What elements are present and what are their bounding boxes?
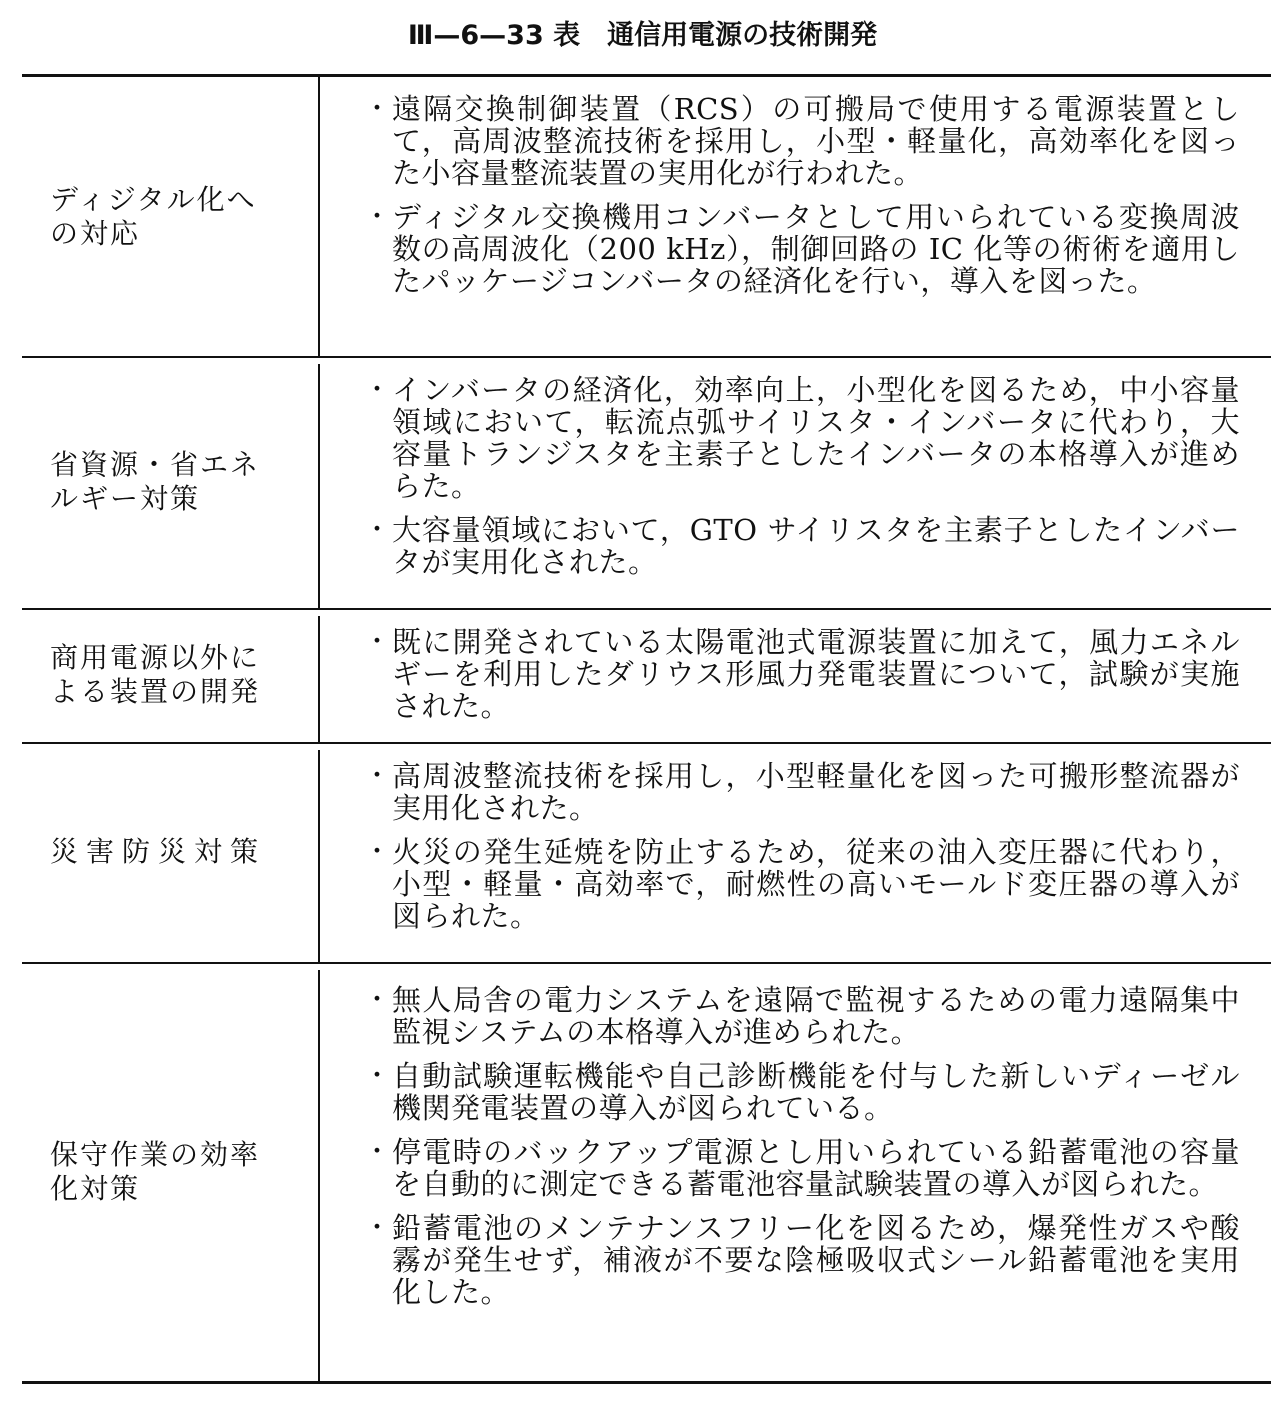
- item-text: 大容量領域において，GTO サイリスタを主素子としたインバータが実用化された。: [392, 513, 1240, 579]
- column-divider: [318, 77, 320, 356]
- bullet-dot-icon: ・: [364, 837, 391, 867]
- bullet-dot-icon: ・: [364, 761, 391, 791]
- list-item: [362, 760, 1240, 824]
- description-cell: [362, 93, 1240, 309]
- category-label: ディジタル化へ の対応: [50, 182, 257, 250]
- category-label: 商用電源以外に よる装置の開発: [50, 641, 261, 708]
- item-text: 無人局舎の電力システムを遠隔で監視するための電力遠隔集中監視システムの本格導入が進められた。: [392, 983, 1240, 1049]
- column-divider: [318, 364, 320, 608]
- list-item: [362, 1060, 1240, 1124]
- category-label: 省資源・省エネ ルギー対策: [50, 448, 261, 515]
- list-item: [362, 93, 1240, 189]
- table-row-digital: [22, 77, 1271, 356]
- category-label: 災害防災対策: [50, 835, 267, 868]
- category-cell: [50, 742, 300, 962]
- item-text: 既に開発されている太陽電池式電源装置に加えて，風力エネルギーを利用したダリウス形風力発電装置について，試験が実施された。: [392, 625, 1240, 723]
- item-text: 鉛蓄電池のメンテナンスフリー化を図るため，爆発性ガスや酸霧が発生せず，補液が不要な陰極吸収式シール鉛蓄電池を実用化した。: [392, 1211, 1240, 1309]
- list-item: [362, 984, 1240, 1048]
- item-text: ディジタル交換機用コンバータとして用いられている変換周波数の高周波化（200 kHz），制御回路の IC 化等の術術を適用したパッケージコンバータの経済化を行い，導入を図った。: [392, 200, 1240, 298]
- list-item: [362, 514, 1240, 578]
- list-item: [362, 374, 1240, 502]
- item-text: 火災の発生延焼を防止するため，従来の油入変圧器に代わり，小型・軽量・高効率で，耐燃性の高いモールド変圧器の導入が図られた。: [392, 835, 1240, 933]
- table-row-maintenance: [22, 962, 1271, 1381]
- description-cell: [362, 626, 1240, 734]
- category-cell: [50, 356, 300, 608]
- bullet-dot-icon: ・: [364, 1213, 391, 1243]
- bullet-dot-icon: ・: [364, 202, 391, 232]
- category-cell: [50, 962, 300, 1381]
- category-label: 保守作業の効率 化対策: [50, 1137, 261, 1205]
- table-row-disaster: [22, 742, 1271, 962]
- description-cell: [362, 760, 1240, 944]
- column-divider: [318, 970, 320, 1381]
- bullet-dot-icon: ・: [364, 375, 391, 405]
- column-divider: [318, 750, 320, 962]
- bullet-dot-icon: ・: [364, 1137, 391, 1167]
- bullet-dot-icon: ・: [364, 985, 391, 1015]
- list-item: [362, 1136, 1240, 1200]
- table-bottom-rule: [22, 1381, 1271, 1384]
- bullet-dot-icon: ・: [364, 515, 391, 545]
- category-cell: [50, 608, 300, 742]
- bullet-dot-icon: ・: [364, 1061, 391, 1091]
- item-text: 自動試験運転機能や自己診断機能を付与した新しいディーゼル機関発電装置の導入が図られている。: [392, 1059, 1240, 1125]
- bullet-dot-icon: ・: [364, 94, 391, 124]
- description-cell: [362, 984, 1240, 1320]
- list-item: [362, 1212, 1240, 1308]
- description-cell: [362, 374, 1240, 590]
- list-item: [362, 626, 1240, 722]
- item-text: 遠隔交換制御装置（RCS）の可搬局で使用する電源装置として，高周波整流技術を採用し，小型・軽量化，高効率化を図った小容量整流装置の実用化が行われた。: [392, 92, 1240, 190]
- table-row-energy: [22, 356, 1271, 608]
- item-text: 高周波整流技術を採用し，小型軽量化を図った可搬形整流器が実用化された。: [392, 759, 1240, 825]
- item-text: 停電時のバックアップ電源とし用いられている鉛蓄電池の容量を自動的に測定できる蓄電池容量試験装置の導入が図られた。: [392, 1135, 1240, 1201]
- table-row-alt-power: [22, 608, 1271, 742]
- category-cell: [50, 77, 300, 356]
- list-item: [362, 201, 1240, 297]
- list-item: [362, 836, 1240, 932]
- item-text: インバータの経済化，効率向上，小型化を図るため，中小容量領域において，転流点弧サイリスタ・インバータに代わり，大容量トランジスタを主素子としたインバータの本格導入が進めらた。: [392, 373, 1240, 503]
- bullet-dot-icon: ・: [364, 627, 391, 657]
- table-title: Ⅲ—6—33 表 通信用電源の技術開発: [407, 20, 878, 51]
- column-divider: [318, 616, 320, 742]
